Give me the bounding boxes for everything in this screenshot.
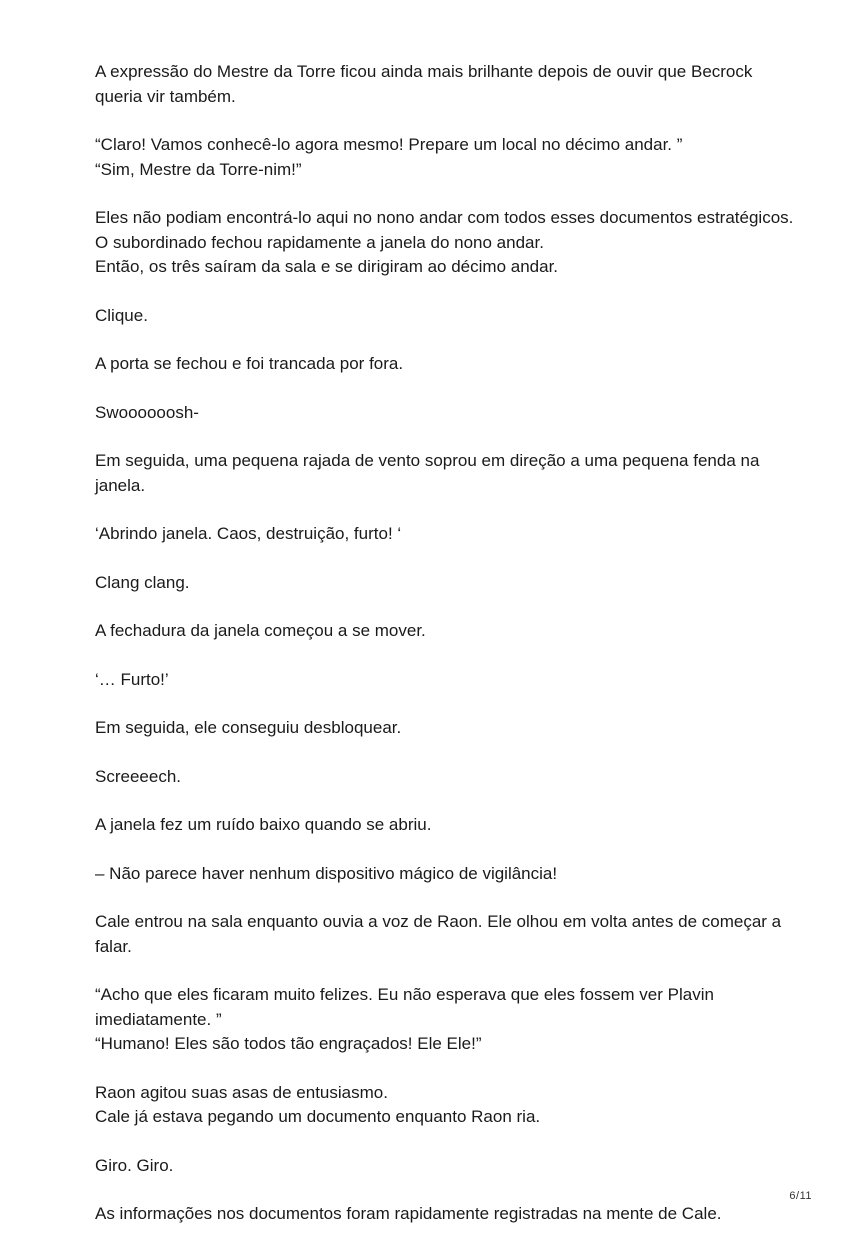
paragraph-line: A porta se fechou e foi trancada por fora. xyxy=(95,354,404,373)
paragraph xyxy=(95,910,795,959)
paragraph xyxy=(95,571,795,596)
paragraph-line: – Não parece haver nenhum dispositivo mágico de vigilância! xyxy=(95,863,558,883)
paragraph xyxy=(95,1202,795,1227)
paragraph-line: Clang clang. xyxy=(95,572,190,592)
paragraph-line: “Sim, Mestre da Torre-nim!” xyxy=(95,159,302,179)
paragraph-line: ‘… Furto!’ xyxy=(95,669,169,689)
paragraph xyxy=(95,1154,795,1179)
paragraph-line: Screeeech. xyxy=(95,766,181,786)
paragraph-line: “Acho que eles ficaram muito felizes. Eu não esperava que eles fossem ver Plavin imediatamente. ” xyxy=(95,985,714,1029)
paragraph xyxy=(95,668,795,693)
paragraph-line: Raon agitou suas asas de entusiasmo. xyxy=(95,1082,388,1102)
paragraph xyxy=(95,133,795,182)
paragraph-line: Em seguida, uma pequena rajada de vento soprou em direção a uma pequena fenda na janela. xyxy=(95,451,760,495)
paragraph xyxy=(95,60,795,109)
paragraph xyxy=(95,716,795,741)
paragraph-line: Cale entrou na sala enquanto ouvia a voz de Raon. Ele olhou em volta antes de começar a falar. xyxy=(95,912,782,956)
paragraph-line: “Claro! Vamos conhecê-lo agora mesmo! Prepare um local no décimo andar. ” xyxy=(95,135,683,154)
paragraph-line: As informações nos documentos foram rapidamente registradas na mente de Cale. xyxy=(95,1204,722,1223)
paragraph xyxy=(95,304,795,329)
paragraph-line: Clique. xyxy=(95,305,148,325)
paragraph-line: Em seguida, ele conseguiu desbloquear. xyxy=(95,718,402,737)
paragraph xyxy=(95,619,795,644)
paragraph xyxy=(95,983,795,1057)
paragraph xyxy=(95,401,795,426)
paragraph-line: O subordinado fechou rapidamente a janela do nono andar. xyxy=(95,232,544,252)
paragraph-line: Cale já estava pegando um documento enquanto Raon ria. xyxy=(95,1107,541,1126)
paragraph xyxy=(95,522,795,547)
paragraph-line: A expressão do Mestre da Torre ficou ainda mais brilhante depois de ouvir que Becrock queria vir também. xyxy=(95,62,753,106)
paragraph xyxy=(95,449,795,498)
paragraph-line: Então, os três saíram da sala e se dirigiram ao décimo andar. xyxy=(95,257,559,276)
paragraph xyxy=(95,813,795,838)
paragraph xyxy=(95,765,795,790)
paragraph-line: A fechadura da janela começou a se mover. xyxy=(95,621,426,640)
paragraph-line: Swoooooosh- xyxy=(95,402,199,422)
paragraph-line: Giro. Giro. xyxy=(95,1155,174,1175)
document-body xyxy=(95,60,795,1251)
paragraph-line: ‘Abrindo janela. Caos, destruição, furto! ‘ xyxy=(95,524,402,543)
paragraph xyxy=(95,352,795,377)
paragraph xyxy=(95,206,795,280)
paragraph xyxy=(95,862,795,887)
paragraph-line: “Humano! Eles são todos tão engraçados! Ele Ele!” xyxy=(95,1034,482,1053)
paragraph-line: A janela fez um ruído baixo quando se abriu. xyxy=(95,815,432,834)
paragraph-line: Eles não podiam encontrá-lo aqui no nono andar com todos esses documentos estratégicos. xyxy=(95,208,794,227)
paragraph xyxy=(95,1081,795,1130)
page-number: 6/11 xyxy=(789,1190,812,1202)
